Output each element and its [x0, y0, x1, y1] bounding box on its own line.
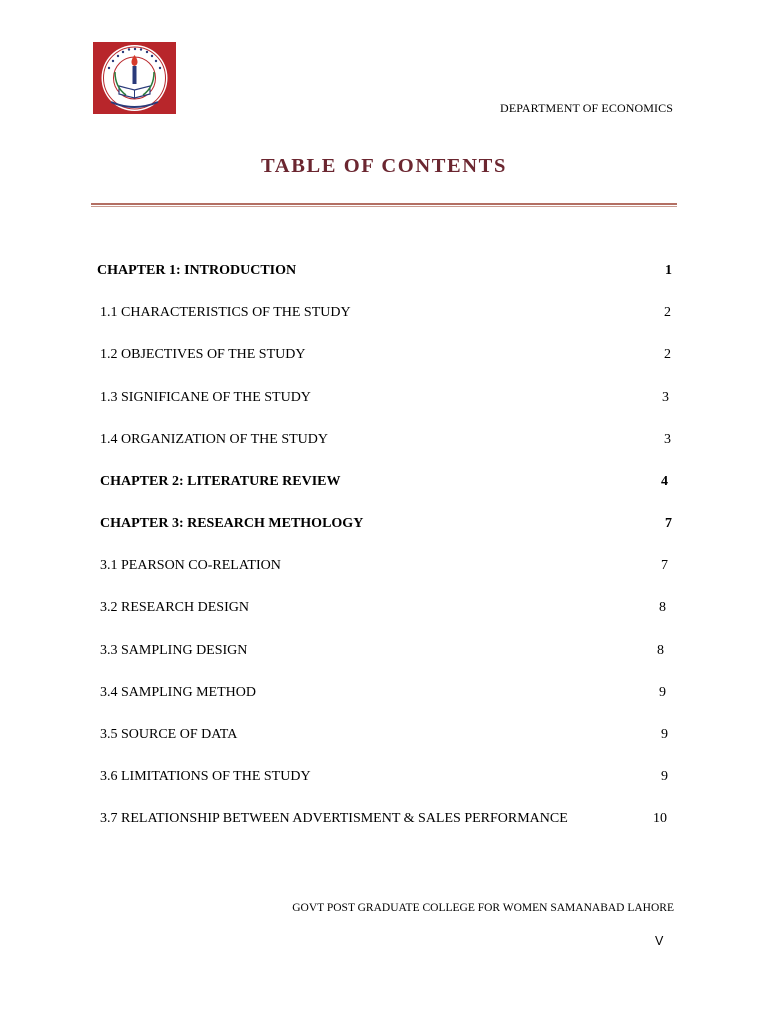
toc-entry-label: 3.1 PEARSON CO-RELATION	[100, 558, 281, 573]
toc-entry-page: 9	[661, 727, 668, 742]
toc-entry-page: 3	[662, 390, 669, 405]
toc-entry-page: 9	[661, 769, 668, 784]
toc-entry-label: 1.2 OBJECTIVES OF THE STUDY	[100, 347, 306, 362]
toc-entry-label: CHAPTER 3: RESEARCH METHOLOGY	[100, 516, 364, 531]
toc-entry-page: 7	[661, 558, 668, 573]
toc-entry-label: 1.1 CHARACTERISTICS OF THE STUDY	[100, 305, 351, 320]
toc-entry-label: 3.6 LIMITATIONS OF THE STUDY	[100, 769, 311, 784]
toc-entry-label: 3.5 SOURCE OF DATA	[100, 727, 238, 742]
toc-entry-label: 3.3 SAMPLING DESIGN	[100, 643, 248, 658]
toc-entry-page: 1	[665, 263, 672, 278]
footer-college-name: GOVT POST GRADUATE COLLEGE FOR WOMEN SAMANABAD LAHORE	[292, 902, 674, 914]
department-name: DEPARTMENT OF ECONOMICS	[500, 101, 673, 115]
toc-entry-page: 3	[664, 432, 671, 447]
toc-entry-label: 1.3 SIGNIFICANE OF THE STUDY	[100, 390, 311, 405]
toc-entry-page: 8	[657, 643, 664, 658]
toc-entry-page: 8	[659, 600, 666, 615]
page-number: V	[655, 934, 664, 948]
toc-entry-page: 7	[665, 516, 672, 531]
college-logo	[93, 42, 176, 114]
toc-entry-page: 2	[664, 305, 671, 320]
title-divider-secondary	[91, 206, 677, 207]
toc-entry-page: 9	[659, 685, 666, 700]
toc-entry-page: 4	[661, 474, 668, 489]
toc-entry-label: CHAPTER 1: INTRODUCTION	[97, 263, 297, 278]
college-seal-icon	[93, 42, 176, 114]
toc-entry-page: 10	[653, 811, 667, 826]
toc-entry-label: CHAPTER 2: LITERATURE REVIEW	[100, 474, 341, 489]
page-title: TABLE OF CONTENTS	[261, 155, 507, 177]
toc-entry-label: 3.4 SAMPLING METHOD	[100, 685, 256, 700]
toc-entry-label: 3.7 RELATIONSHIP BETWEEN ADVERTISMENT & SALES PERFORMANCE	[100, 811, 568, 826]
toc-entry-page: 2	[664, 347, 671, 362]
toc-entry-label: 1.4 ORGANIZATION OF THE STUDY	[100, 432, 329, 447]
toc-entry-label: 3.2 RESEARCH DESIGN	[100, 600, 249, 615]
title-divider	[91, 203, 677, 205]
